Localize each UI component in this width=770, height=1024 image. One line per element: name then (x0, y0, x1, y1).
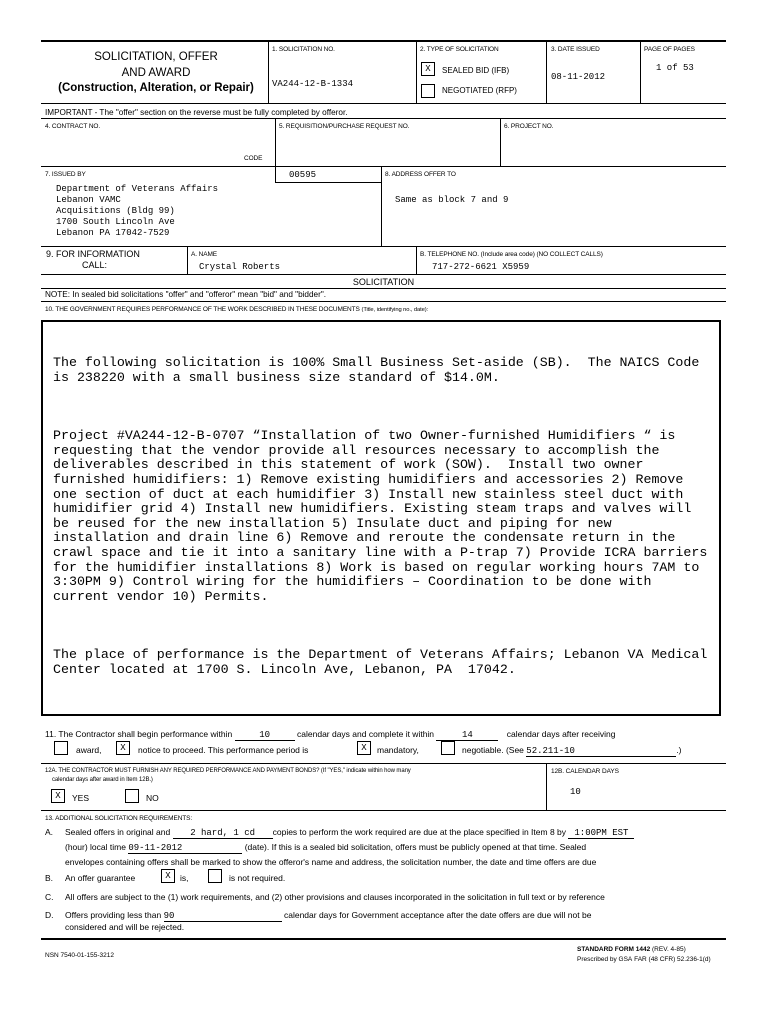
top-rule (41, 40, 726, 42)
rule (41, 118, 726, 119)
req-text: (date). If this is a sealed bid solicitation, offers must be publicly opened at that time. Sealed (244, 842, 587, 852)
notice-to-proceed-checkbox[interactable]: X (116, 741, 130, 755)
standard-form-rev: (REV. 4-85) (652, 946, 686, 953)
address-offer-value: Same as block 7 and 9 (395, 195, 509, 205)
sow-paragraph: The place of performance is the Department of Veterans Affairs; Lebanon VA Medical Center located at 1700 S. Lincoln Ave, Lebanon, PA 17042. (53, 647, 716, 677)
issued-by-line: Lebanon VAMC (56, 195, 121, 205)
requisition-no-label: 5. REQUISITION/PURCHASE REQUEST NO. (279, 123, 410, 130)
offer-guarantee-label: An offer guarantee (65, 873, 136, 883)
performance-text: calendar days and complete it within (297, 729, 435, 739)
divider (640, 41, 641, 103)
contact-name: Crystal Roberts (199, 262, 281, 272)
req-d-line-1 (65, 910, 591, 922)
rule (41, 103, 726, 104)
pages-value: 1 of 53 (656, 63, 694, 73)
rule (41, 274, 726, 275)
rule (41, 763, 726, 764)
statement-of-work-text (53, 327, 716, 716)
standard-form-name: STANDARD FORM 1442 (577, 946, 651, 953)
issued-by-label: 7. ISSUED BY (45, 171, 86, 178)
mandatory-checkbox[interactable]: X (357, 741, 371, 755)
divider (500, 118, 501, 166)
telephone-label: B. TELEPHONE NO. (Include area code) (NO COLLECT CALLS) (420, 251, 603, 258)
bonds-question-label: 12A. THE CONTRACTOR MUST FURNISH ANY REQUIRED PERFORMANCE AND PAYMENT BONDS? (If "YES," indicate within how many (45, 768, 411, 774)
info-call-label: 9. FOR INFORMATION (46, 249, 140, 259)
form-title-line1: SOLICITATION, OFFER (94, 51, 218, 63)
due-date-field[interactable]: 09-11-2012 (128, 843, 242, 854)
calendar-days-value: 10 (570, 787, 581, 797)
issued-by-line: 1700 South Lincoln Ave (56, 217, 175, 227)
telephone-value: 717-272-6621 X5959 (432, 262, 530, 272)
req-text: (hour) local time (65, 842, 126, 852)
award-label: award, (76, 745, 102, 755)
statement-of-work-box (41, 320, 721, 716)
guarantee-not-label: is not required. (229, 873, 286, 883)
section-title: SOLICITATION (352, 277, 415, 287)
acceptance-days-field[interactable]: 90 (164, 911, 282, 922)
prescribed-by: Prescribed by GSA FAR (48 CFR) 52.236-1(d) (577, 956, 711, 963)
date-issued-label: 3. DATE ISSUED (551, 46, 600, 53)
sow-paragraph: The following solicitation is 100% Small Business Set-aside (SB). The NAICS Code is 238220 with a small business size standard of $14.0M. (53, 355, 708, 385)
negotiable-checkbox[interactable] (441, 741, 455, 755)
bonds-question-label-2: calendar days after award in Item 12B.) (52, 777, 153, 783)
bonds-yes-label: YES (72, 793, 90, 803)
bonds-no-checkbox[interactable] (125, 789, 139, 803)
copies-field[interactable]: 2 hard, 1 cd (173, 828, 273, 839)
important-note: IMPORTANT - The "offer" section on the reverse must be fully completed by offeror. (45, 108, 348, 117)
work-description-label-text: 10. THE GOVERNMENT REQUIRES PERFORMANCE OF THE WORK DESCRIBED IN THESE DOCUMENTS (45, 306, 360, 313)
issued-by-line: Lebanon PA 17042-7529 (56, 228, 170, 238)
rule (41, 301, 726, 302)
due-hour-field[interactable]: 1:00PM EST (568, 828, 634, 839)
rule (41, 288, 726, 289)
standard-form (577, 946, 686, 953)
solicitation-no-value: VA244-12-B-1334 (272, 79, 354, 89)
divider (416, 246, 417, 274)
guarantee-is-label: is, (180, 873, 189, 883)
bonds-yes-checkbox[interactable]: X (51, 789, 65, 803)
performance-text: calendar days after receiving (506, 729, 616, 739)
divider (275, 166, 276, 182)
bottom-rule (41, 938, 726, 940)
rule (41, 246, 726, 247)
divider (275, 118, 276, 166)
date-issued-value: 08-11-2012 (551, 72, 606, 82)
begin-days-field[interactable]: 10 (235, 730, 295, 741)
req-d-line-2: considered and will be rejected. (65, 922, 185, 932)
issued-by-line: Acquisitions (Bldg 99) (56, 206, 175, 216)
guarantee-not-checkbox[interactable] (208, 869, 222, 883)
divider (187, 246, 188, 274)
see-clause-field[interactable]: 52.211-10 (526, 746, 676, 757)
sow-paragraph: Project #VA244-12-B-0707 “Installation of two Owner-furnished Humidifiers “ is requesting that the vendor provide all resources necessary to accomplish the deliverables described in this statement of work (SOW). Install two owner furnished humidifiers: 1) Remove existing humidifiers and accessories 2) Remove one section of duct at each humidifier 3) Install new stainless steel duct with humidifier grid 4) Install new humidifiers. Existing steam traps and valves will be reused for the new installation 5) Insulate duct and piping for new installation and drain line 6) Remove and reroute the condensate return in the crawl space and tie it into a sanitary line with a P-trap 7) Provide ICRA barriers for the humidifier installations 8) Work is based on regular working hours 7AM to 3:30PM 9) Control wiring for the humidifiers – Coordination to be done with current vendor 10) Permits. (53, 428, 716, 604)
divider (381, 166, 382, 246)
rule (41, 166, 726, 167)
req-a-line-1 (65, 827, 634, 839)
pages-label: PAGE OF PAGES (644, 46, 695, 53)
guarantee-is-checkbox[interactable]: X (161, 869, 175, 883)
req-a-letter: A. (45, 827, 54, 837)
sealed-bid-checkbox[interactable]: X (421, 62, 435, 76)
solicitation-no-label: 1. SOLICITATION NO. (272, 46, 335, 53)
negotiable-text: negotiable. (See (462, 745, 524, 755)
req-text: Offers providing less than (65, 910, 162, 920)
project-no-label: 6. PROJECT NO. (504, 123, 554, 130)
notice-to-proceed-label: notice to proceed. This performance period is (138, 745, 309, 755)
bonds-no-label: NO (146, 793, 159, 803)
solicitation-type-label: 2. TYPE OF SOLICITATION (420, 46, 499, 53)
work-description-sublabel: (Title, identifying no., date): (361, 307, 429, 313)
req-d-letter: D. (45, 910, 54, 920)
nsn-number: NSN 7540-01-155-3212 (45, 952, 115, 959)
req-text: Sealed offers in original and (65, 827, 171, 837)
form-title-line3: (Construction, Alteration, or Repair) (58, 82, 254, 94)
req-b-letter: B. (45, 873, 54, 883)
rule (275, 182, 381, 183)
bid-note: NOTE: In sealed bid solicitations "offer" and "offeror" mean "bid" and "bidder". (45, 290, 327, 299)
req-a-line-2 (65, 842, 586, 854)
negotiable-close: .) (676, 745, 682, 755)
additional-requirements-label: 13. ADDITIONAL SOLICITATION REQUIREMENTS: (45, 815, 193, 822)
negotiated-label: NEGOTIATED (RFP) (442, 86, 517, 95)
req-text: calendar days for Government acceptance after the date offers are due will not be (283, 910, 592, 920)
req-c-text: All offers are subject to the (1) work requirements, and (2) other provisions and clauses incorporated in the solicitation in full text or by reference (65, 892, 605, 902)
divider (546, 41, 547, 103)
complete-days-field[interactable]: 14 (436, 730, 498, 741)
divider (268, 41, 269, 103)
work-description-label (45, 306, 428, 313)
negotiable-label (462, 745, 682, 757)
req-c-letter: C. (45, 892, 54, 902)
req-a-line-3: envelopes containing offers shall be marked to show the offeror's name and address, the solicitation number, the date and time offers are due (65, 857, 597, 867)
info-call-label-2: CALL: (82, 260, 108, 270)
contract-no-label: 4. CONTRACT NO. (45, 123, 101, 130)
issued-by-line: Department of Veterans Affairs (56, 184, 219, 194)
divider (416, 41, 417, 103)
performance-text: 11. The Contractor shall begin performance within (45, 729, 233, 739)
sealed-bid-label: SEALED BID (IFB) (442, 66, 510, 75)
award-checkbox[interactable] (54, 741, 68, 755)
negotiated-checkbox[interactable] (421, 84, 435, 98)
rule (41, 810, 726, 811)
mandatory-label: mandatory, (377, 745, 419, 755)
issued-by-code: 00595 (289, 170, 317, 180)
address-offer-label: 8. ADDRESS OFFER TO (385, 171, 456, 178)
req-text: copies to perform the work required are due at the place specified in Item 8 by (272, 827, 567, 837)
name-label: A. NAME (191, 251, 218, 258)
code-label: CODE (244, 155, 263, 162)
calendar-days-label: 12B. CALENDAR DAYS (551, 768, 619, 775)
performance-line-1 (45, 729, 615, 741)
form-title-line2: AND AWARD (121, 67, 191, 79)
divider (546, 763, 547, 810)
